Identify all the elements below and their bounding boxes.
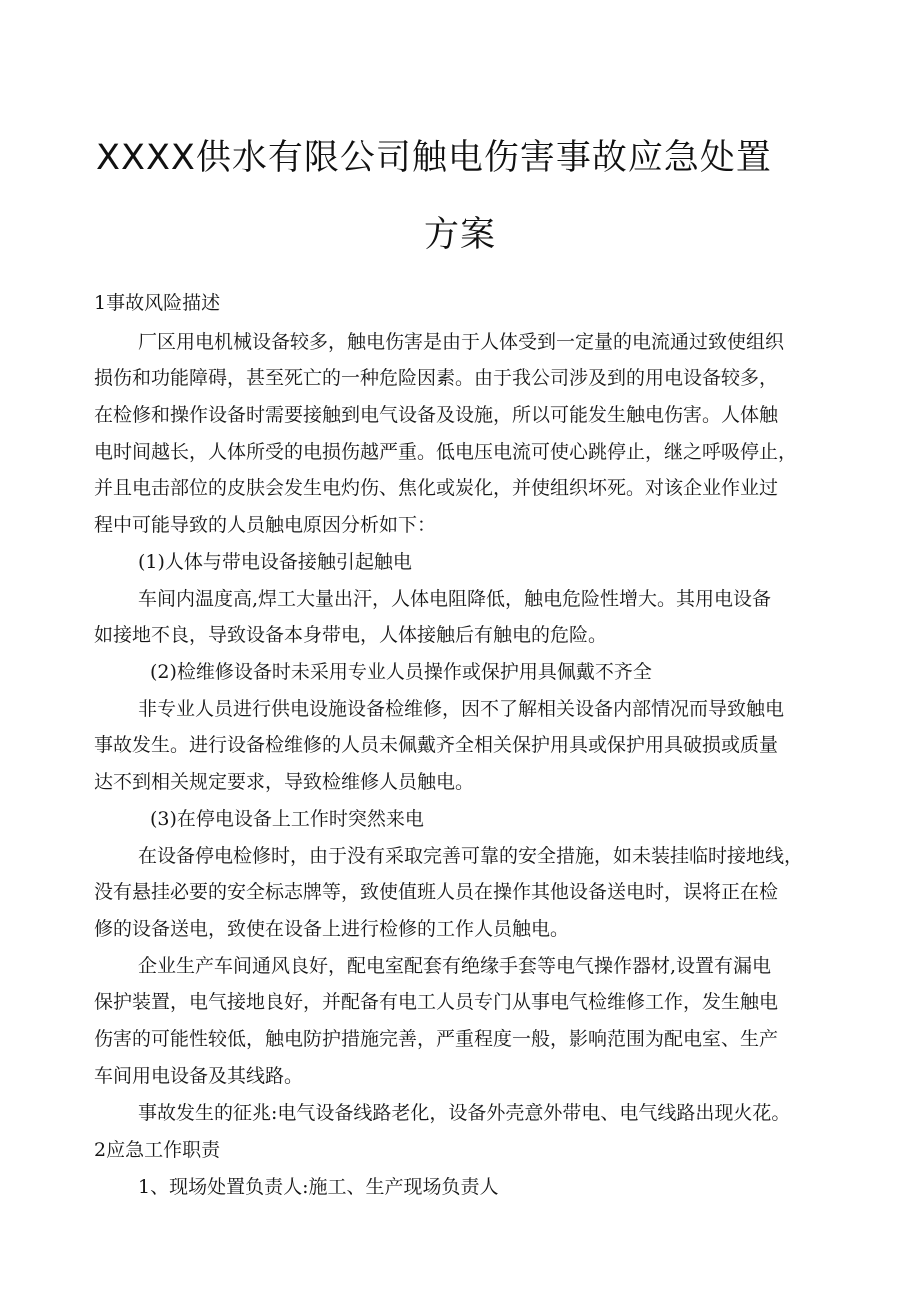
list-item-duty-1: 1、现场处置负责人:施工、生产现场负责人 xyxy=(138,1176,499,1198)
paragraph-line: 程中可能导致的人员触电原因分析如下： xyxy=(94,514,437,536)
paragraph-line: 事故发生。进行设备检维修的人员未佩戴齐全相关保护用具或保护用具破损或质量 xyxy=(94,734,779,756)
subheading-cause-1: (1)人体与带电设备接触引起触电 xyxy=(138,551,412,573)
section-heading-risk: 1事故风险描述 xyxy=(94,292,221,314)
paragraph-line: 非专业人员进行供电设施设备检维修，因不了解相关设备内部情况而导致触电 xyxy=(138,698,785,720)
paragraph-line: 厂区用电机械设备较多，触电伤害是由于人体受到一定量的电流通过致使组织 xyxy=(138,331,785,353)
subheading-cause-2: (2)检维修设备时未采用专业人员操作或保护用具佩戴不齐全 xyxy=(150,661,652,683)
subheading-cause-3: (3)在停电设备上工作时突然来电 xyxy=(150,808,424,830)
paragraph-line: 修的设备送电，致使在设备上进行检修的工作人员触电。 xyxy=(94,918,570,940)
paragraph-line: 伤害的可能性较低，触电防护措施完善，严重程度一般，影响范围为配电室、生产 xyxy=(94,1028,779,1050)
document-title-line-2: 方案 xyxy=(423,215,496,255)
paragraph-line: 在设备停电检修时，由于没有采取完善可靠的安全措施，如未装挂临时接地线， xyxy=(138,845,804,867)
paragraph-line: 达不到相关规定要求，导致检维修人员触电。 xyxy=(94,771,475,793)
paragraph-line: 保护装置，电气接地良好，并配备有电工人员专门从事电气检维修工作，发生触电 xyxy=(94,991,779,1013)
paragraph-line: 如接地不良，导致设备本身带电，人体接触后有触电的危险。 xyxy=(94,624,608,646)
paragraph-line: 企业生产车间通风良好，配电室配套有绝缘手套等电气操作器材,设置有漏电 xyxy=(138,955,772,977)
paragraph-line: 车间内温度高,焊工大量出汗，人体电阻降低，触电危险性增大。其用电设备 xyxy=(138,588,772,610)
paragraph-line: 并且电击部位的皮肤会发生电灼伤、焦化或炭化，并使组织坏死。对该企业作业过 xyxy=(94,477,779,499)
paragraph-line: 损伤和功能障碍，甚至死亡的一种危险因素。由于我公司涉及到的用电设备较多， xyxy=(94,367,779,389)
paragraph-line: 没有悬挂必要的安全标志牌等，致使值班人员在操作其他设备送电时，误将正在检 xyxy=(94,881,779,903)
paragraph-line: 电时间越长，人体所受的电损伤越严重。低电压电流可使心跳停止，继之呼吸停止， xyxy=(94,441,798,463)
paragraph-line: 事故发生的征兆:电气设备线路老化，设备外壳意外带电、电气线路出现火花。 xyxy=(138,1102,791,1124)
paragraph-line: 在检修和操作设备时需要接触到电气设备及设施，所以可能发生触电伤害。人体触 xyxy=(94,404,779,426)
document-title-line-1: XXXX供水有限公司触电伤害事故应急处置 xyxy=(96,138,772,178)
section-heading-duties: 2应急工作职责 xyxy=(94,1139,221,1161)
paragraph-line: 车间用电设备及其线路。 xyxy=(94,1065,304,1087)
